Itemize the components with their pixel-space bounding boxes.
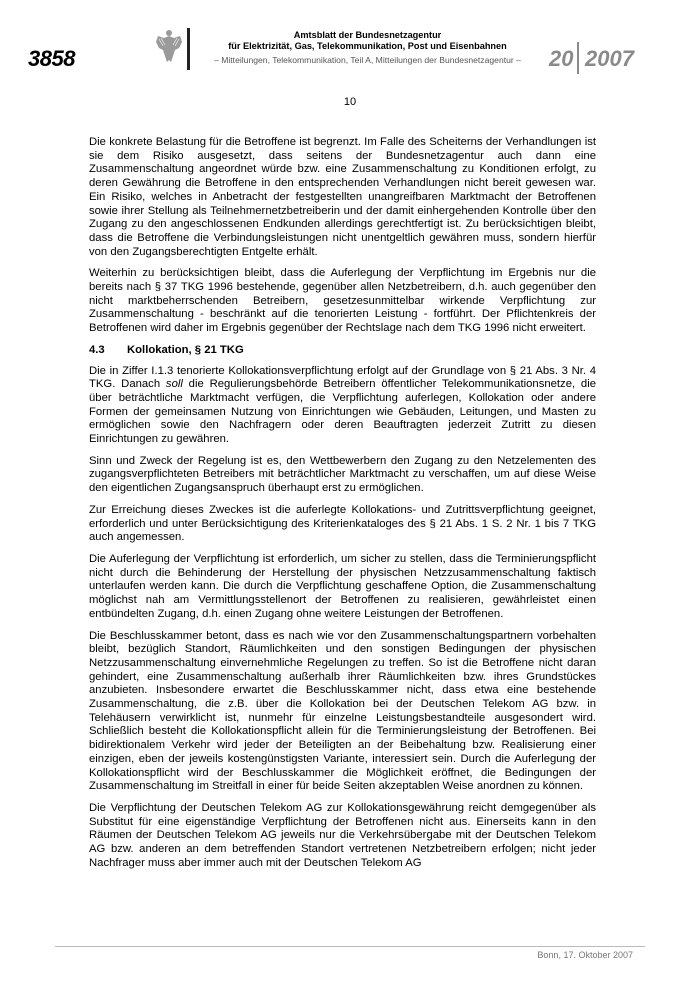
issue-year: 2007 <box>585 46 634 71</box>
section-number: 4.3 <box>89 343 105 356</box>
footer-date: Bonn, 17. Oktober 2007 <box>537 950 633 960</box>
issue-number: 20 <box>549 46 574 71</box>
text-run: die Regulierungsbehörde Betreibern öffentlicher Telekommunikationsnetze, die über beträchtliche Marktmacht verfügen, die Verpflichtung auferlegen, Kollokation oder andere Formen der gemeinsamen Nutzung von Einrichtungen wie Gebäuden, Leitungen, und Masten zu ermöglichen sowie den Nachfragern oder deren Beauftragten jederzeit Zutritt zu diesen Einrichtungen zu gewähren. <box>89 378 596 446</box>
paragraph: Die konkrete Belastung für die Betroffene ist begrenzt. Im Falle des Scheiterns der Verhandlungen ist sie dem Risiko ausgesetzt, dass seitens der Bundesnetzagentur auch dann eine Zusammenschaltung angeordnet würde bzw. eine Zusammenschaltung zu Konditionen erfolgt, zu deren Gewährung die Betroffene in den entsprechenden Verhandlungen nicht bereit gewesen war. Ein Risiko, welches in Anbetracht der festgestellten unangreifbaren Marktmacht der Betroffenen sowie ihrer Stellung als Teilnehmernetzbetreiberin und der damit einhergehenden Kontrolle über den Zugang zu den angeschlossenen Endkunden allerdings gerechtfertigt ist. Zu berücksichtigen bleibt, dass die Betroffene die Verbindungsleistungen nicht unentgeltlich gewähren muss, sondern hierfür von den Zugangsberechtigten Entgelte erhält. <box>89 136 596 258</box>
paragraph: Weiterhin zu berücksichtigen bleibt, dass die Auferlegung der Verpflichtung im Ergebnis nur die bereits nach § 37 TKG 1996 bestehende, gegenüber allen Netzbetreibern, d.h. auch gegenüber den nicht marktbeherrschenden Betreibern, gesetzesunmittelbar wirkende Verpflichtung zur Zusammenschaltung - beschränkt auf die tenorierten Leistung - fortführt. Der Pflichtenkreis der Betroffenen wird daher im Ergebnis gegenüber der Rechtslage nach dem TKG 1996 nicht erweitert. <box>89 267 596 335</box>
federal-eagle-icon <box>155 28 183 64</box>
page-label: 3858 <box>28 46 75 71</box>
paragraph: Die Verpflichtung der Deutschen Telekom AG zur Kollokationsgewährung reicht demgegenüber als Substitut für eine eigenständige Verpflichtung der Betroffenen nicht aus. Einerseits kann in den Räumen der Deutschen Telekom AG jeweils nur die Verkehrsübergabe mit der Deutschen Telekom AG bzw. anderen an dem betreffenden Standort vertretenen Netzbetreibern erfolgen; nicht jeder Nachfrager muss aber immer auch mit der Deutschen Telekom AG <box>89 801 596 869</box>
page-number: 10 <box>343 96 357 108</box>
journal-section: – Mitteilungen, Telekommunikation, Teil A, Mitteilungen der Bundesnetzagentur – <box>214 55 521 65</box>
emphasis: soll <box>165 378 183 391</box>
header-divider <box>187 28 190 70</box>
section-title: Kollokation, § 21 TKG <box>127 343 244 356</box>
paragraph: Zur Erreichung dieses Zweckes ist die auferlegte Kollokations- und Zutrittsverpflichtung geeignet, erforderlich und unter Berücksichtigung des Kriterienkataloges des § 21 Abs. 1 S. 2 Nr. 1 bis 7 TKG auch angemessen. <box>89 503 596 544</box>
paragraph: Die Auferlegung der Verpflichtung ist erforderlich, um sicher zu stellen, dass die Terminierungspflicht nicht durch die Behinderung der Herstellung der physischen Netzzusammenschaltung faktisch unterlaufen werden kann. Die durch die Verpflichtung geschaffene Option, die Zusammenschaltung möglichst nah am Vermittlungsstellenort der Betroffenen zu realisieren, gewährleistet einen entbündelten Zugang, d.h. einen Zugang ohne weitere Leistungen der Betroffenen. <box>89 552 596 620</box>
section-heading <box>89 344 596 358</box>
paragraph <box>89 365 596 447</box>
text-run: Die in Ziffer I.1.3 tenorierte Kollokationsverpflichtung erfolgt auf der Grundlage von § 21 Abs. 3 Nr. 4 TKG. Danach <box>89 364 596 391</box>
paragraph: Die Beschlusskammer betont, dass es nach wie vor den Zusammenschaltungspartnern vorbehalten bleibt, bezüglich Standort, Räumlichkeiten und den sonstigen Bedingungen der physischen Netzzusammenschaltung einvernehmliche Regelungen zu treffen. So ist die Betroffene nicht daran gehindert, eine Zusammenschaltung außerhalb ihrer Räumlichkeiten bzw. ihres Grundstückes anzubieten. Insbesondere erwartet die Beschlusskammer nicht, dass etwa eine bestehende Zusammenschaltung, die z.B. über die Kollokation bei der Deutschen Telekom AG bzw. in Telehäusern verwirklicht ist, nunmehr für einzelne Leistungsbestandteile ausgesondert wird. Schließlich besteht die Kollokationspflicht allein für die Terminierungsleistung der Betroffenen. Bei bidirektionalem Verkehr wird jeder der Beteiligten an der Beibehaltung bzw. Realisierung einer einzigen, eben der jeweils kostengünstigsten Variante, interessiert sein. Durch die Auferlegung der Kollokationspflicht wird der Beschlusskammer die Möglichkeit eröffnet, die Bedingungen der Zusammenschaltung im Streitfall in einer für beide Seiten akzeptablen Weise anordnen zu können. <box>89 629 596 793</box>
document-body <box>89 136 596 878</box>
journal-subtitle: für Elektrizität, Gas, Telekommunikation, Post und Eisenbahnen <box>228 41 507 51</box>
footer-divider <box>55 946 645 947</box>
paragraph: Sinn und Zweck der Regelung ist es, den Wettbewerbern den Zugang zu den Netzelementen des zugangsverpflichteten Betreibers mit beträchtlicher Marktmacht zu verschaffen, um auf diese Weise den eigentlichen Zugangsanspruch überhaupt erst zu ermöglichen. <box>89 454 596 495</box>
journal-title: Amtsblatt der Bundesnetzagentur <box>293 30 442 40</box>
issue-divider <box>577 42 579 74</box>
